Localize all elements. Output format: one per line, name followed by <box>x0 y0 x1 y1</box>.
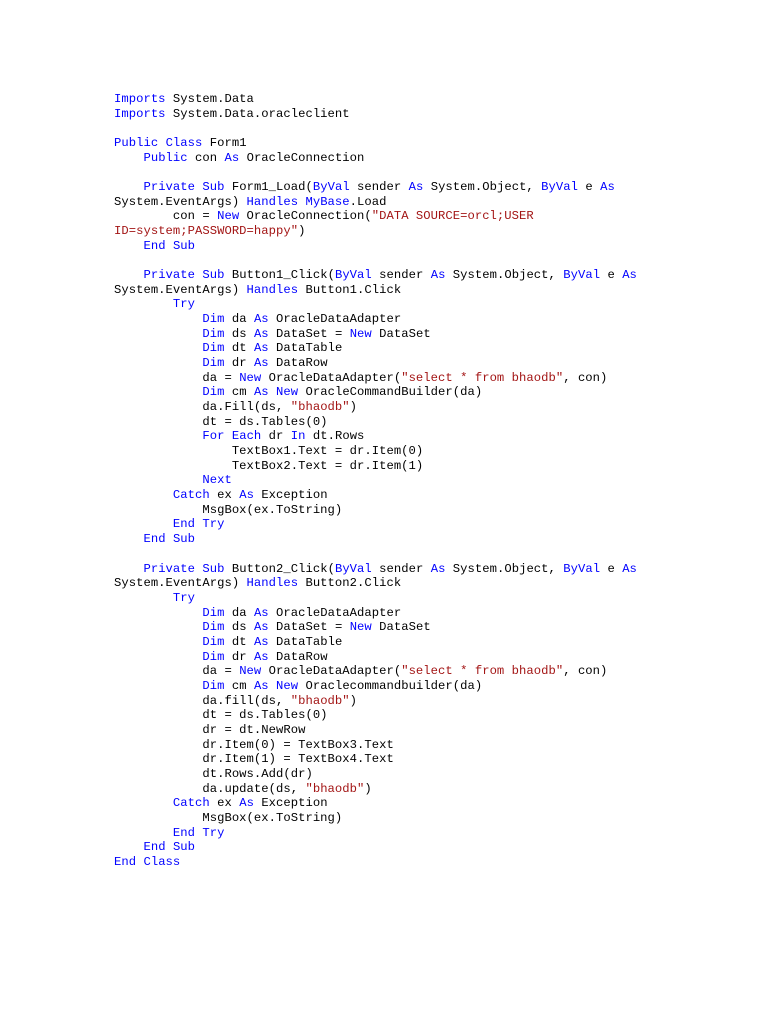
code-text <box>114 327 202 341</box>
code-text: dr <box>224 356 254 371</box>
code-text: da.update(ds, <box>114 781 306 796</box>
code-text <box>114 429 202 443</box>
code-text: OracleDataAdapter( <box>261 370 402 385</box>
code-line <box>114 635 637 650</box>
code-text: Button2_Click( <box>224 561 335 576</box>
code-keyword: ByVal <box>563 268 601 283</box>
code-line <box>114 679 637 694</box>
code-keyword: Try <box>172 590 196 605</box>
code-keyword: Dim <box>202 634 225 649</box>
code-keyword: As <box>430 561 446 576</box>
code-text: DataRow <box>268 649 328 664</box>
code-text <box>114 840 143 854</box>
code-text: dt = ds.Tables(0) <box>114 708 328 723</box>
code-keyword: Private <box>143 561 196 576</box>
code-line <box>114 591 637 606</box>
code-line <box>114 92 637 107</box>
code-text: OracleConnection <box>239 150 365 165</box>
code-keyword: New <box>239 664 262 679</box>
code-text: e <box>578 180 601 195</box>
code-text: OracleDataAdapter <box>268 312 402 327</box>
code-text <box>114 180 143 194</box>
code-text: OracleDataAdapter <box>268 605 402 620</box>
code-keyword: ByVal <box>541 180 578 195</box>
code-keyword: Handles <box>246 282 299 297</box>
code-keyword: Catch <box>172 796 210 811</box>
code-text: , con) <box>563 370 608 385</box>
code-line <box>114 356 637 371</box>
code-line <box>114 855 637 870</box>
code-text <box>158 136 165 150</box>
code-text <box>166 239 173 253</box>
code-keyword: Sub <box>172 840 196 855</box>
code-line <box>114 826 637 841</box>
code-line <box>114 473 637 488</box>
code-line <box>114 488 637 503</box>
code-string: "bhaodb" <box>290 693 350 708</box>
code-text: DataSet = <box>268 620 350 635</box>
code-keyword: As <box>622 561 637 576</box>
code-text: e <box>600 561 623 576</box>
code-text: System.EventArgs) <box>114 194 247 209</box>
code-text <box>114 385 202 399</box>
code-keyword: Dim <box>202 385 225 400</box>
code-keyword: End <box>114 854 137 869</box>
code-text: Button1_Click( <box>224 268 335 283</box>
code-line <box>114 444 637 459</box>
code-text: Exception <box>253 796 328 811</box>
code-keyword: As <box>600 180 615 195</box>
code-keyword: ByVal <box>334 561 372 576</box>
code-keyword: End <box>172 517 196 532</box>
code-text <box>114 488 173 502</box>
code-text <box>114 268 143 282</box>
code-keyword: As <box>408 180 424 195</box>
code-string: "DATA SOURCE=orcl;USER <box>371 209 534 224</box>
code-keyword: As <box>253 649 269 664</box>
code-line <box>114 708 637 723</box>
code-text: OracleConnection( <box>239 209 372 224</box>
code-text: ex <box>209 488 240 503</box>
code-line <box>114 400 637 415</box>
code-keyword: Public <box>143 150 188 165</box>
code-keyword: Private <box>143 268 196 283</box>
code-keyword: Dim <box>202 620 225 635</box>
code-keyword: Dim <box>202 326 225 341</box>
code-text <box>166 840 173 854</box>
code-text <box>166 532 173 546</box>
code-text: TextBox2.Text = dr.Item(1) <box>114 458 424 473</box>
code-text <box>114 679 202 693</box>
code-line <box>114 650 637 665</box>
code-text: ds <box>224 326 254 341</box>
code-text: Oraclecommandbuilder(da) <box>298 678 483 693</box>
code-keyword: New <box>349 620 372 635</box>
code-text: ) <box>298 224 306 239</box>
code-keyword: Try <box>202 517 225 532</box>
code-keyword: As <box>253 385 269 400</box>
code-text: dt <box>224 634 254 649</box>
code-line <box>114 283 637 298</box>
code-keyword: New <box>276 385 299 400</box>
code-text: ) <box>349 400 358 415</box>
code-keyword: Dim <box>202 649 225 664</box>
code-keyword: Sub <box>202 180 225 195</box>
code-line <box>114 782 637 797</box>
code-text: DataSet <box>371 620 431 635</box>
code-line <box>114 253 637 268</box>
code-text: da <box>224 605 254 620</box>
code-keyword: Dim <box>202 356 225 371</box>
code-keyword: End <box>143 238 166 253</box>
code-string: "select * from bhaodb" <box>401 664 564 679</box>
code-keyword: Handles <box>246 576 299 591</box>
code-text: dr.Item(1) = TextBox4.Text <box>114 752 394 767</box>
code-text: dt = ds.Tables(0) <box>114 414 328 429</box>
code-line <box>114 796 637 811</box>
code-text: DataTable <box>268 634 343 649</box>
code-text: OracleCommandBuilder(da) <box>298 385 483 400</box>
code-keyword: As <box>253 326 269 341</box>
code-text: da.Fill(ds, <box>114 400 291 415</box>
code-keyword: Class <box>165 136 203 151</box>
code-keyword: As <box>622 268 637 283</box>
code-line <box>114 503 637 518</box>
code-line <box>114 694 637 709</box>
code-text: Button1.Click <box>298 282 402 297</box>
code-text <box>114 635 202 649</box>
code-keyword: Sub <box>172 532 196 547</box>
code-line <box>114 664 637 679</box>
code-keyword: As <box>253 356 269 371</box>
code-text: sender <box>349 180 409 195</box>
code-text <box>114 151 143 165</box>
code-text <box>269 679 276 693</box>
code-text: sender <box>371 561 431 576</box>
code-text <box>114 473 202 487</box>
code-keyword: Imports <box>114 92 166 106</box>
code-text <box>114 356 202 370</box>
code-keyword: Handles <box>246 194 299 209</box>
code-line <box>114 180 637 195</box>
code-line <box>114 459 637 474</box>
code-keyword: Sub <box>202 561 225 576</box>
code-text <box>114 826 173 840</box>
code-keyword: Public <box>114 136 159 151</box>
code-line <box>114 165 637 180</box>
code-text: .Load <box>349 194 387 209</box>
code-keyword: Imports <box>114 106 166 121</box>
code-line <box>114 107 637 122</box>
code-text: System.Object, <box>445 561 564 576</box>
code-keyword: As <box>253 341 269 356</box>
code-line <box>114 341 637 356</box>
code-text <box>114 517 173 531</box>
code-keyword: End <box>143 532 166 547</box>
code-keyword: End <box>143 840 166 855</box>
code-text: e <box>600 268 623 283</box>
code-text: Button2.Click <box>298 576 402 591</box>
code-keyword: Try <box>202 825 225 840</box>
code-text <box>114 532 143 546</box>
code-string: "bhaodb" <box>305 781 365 796</box>
code-text: Form1_Load( <box>224 180 313 195</box>
code-text: da = <box>114 664 240 679</box>
code-text <box>114 239 143 253</box>
code-text <box>114 620 202 634</box>
code-text <box>114 650 202 664</box>
code-text: sender <box>371 268 431 283</box>
code-string: "bhaodb" <box>290 400 350 415</box>
code-line <box>114 723 637 738</box>
code-text <box>114 312 202 326</box>
code-keyword: In <box>290 429 306 444</box>
code-text: OracleDataAdapter( <box>261 664 402 679</box>
code-keyword: New <box>276 678 299 693</box>
code-text <box>114 796 173 810</box>
code-keyword: Private <box>143 180 196 195</box>
code-text: System.EventArgs) <box>114 576 247 591</box>
code-keyword: New <box>217 209 240 224</box>
code-text: DataTable <box>268 341 343 356</box>
code-keyword: Dim <box>202 312 225 327</box>
code-text: dr.Item(0) = TextBox3.Text <box>114 737 394 752</box>
code-line <box>114 312 637 327</box>
code-keyword: As <box>430 268 446 283</box>
code-text <box>114 606 202 620</box>
code-text <box>269 385 276 399</box>
code-text: da = <box>114 370 240 385</box>
code-string: ID=system;PASSWORD=happy" <box>114 224 299 239</box>
code-line <box>114 547 637 562</box>
code-text: , con) <box>563 664 608 679</box>
code-text: System.Object, <box>445 268 564 283</box>
code-keyword: ByVal <box>563 561 601 576</box>
code-string: "select * from bhaodb" <box>401 370 564 385</box>
code-line <box>114 385 637 400</box>
code-line <box>114 268 637 283</box>
code-keyword: As <box>253 312 269 327</box>
code-keyword: As <box>253 634 269 649</box>
code-text: System.EventArgs) <box>114 282 247 297</box>
code-keyword: As <box>253 678 269 693</box>
code-keyword: Dim <box>202 678 225 693</box>
code-text: dt.Rows <box>305 429 365 444</box>
code-text: DataSet <box>371 326 431 341</box>
code-keyword: ByVal <box>312 180 350 195</box>
code-text: MsgBox(ex.ToString) <box>114 810 343 825</box>
code-text <box>114 591 173 605</box>
code-keyword: Dim <box>202 341 225 356</box>
code-keyword: MyBase <box>305 194 350 209</box>
code-text: con = <box>114 209 218 224</box>
code-line <box>114 562 637 577</box>
code-keyword: Sub <box>202 268 225 283</box>
code-text: DataRow <box>268 356 328 371</box>
code-line <box>114 327 637 342</box>
code-text: dr <box>261 429 291 444</box>
code-text <box>114 341 202 355</box>
code-keyword: Sub <box>172 238 196 253</box>
code-keyword: End <box>172 825 196 840</box>
code-keyword: Next <box>202 473 232 488</box>
code-text: ) <box>364 781 372 796</box>
code-line <box>114 429 637 444</box>
code-keyword: As <box>253 605 269 620</box>
code-line <box>114 415 637 430</box>
code-text: DataSet = <box>268 326 350 341</box>
code-line <box>114 576 637 591</box>
code-line <box>114 767 637 782</box>
code-keyword: Try <box>172 297 196 312</box>
code-text: Form1 <box>202 136 247 151</box>
code-text: cm <box>224 385 254 400</box>
code-keyword: As <box>239 488 254 503</box>
code-text: dr <box>224 649 254 664</box>
code-text: dt <box>224 341 254 356</box>
code-keyword: As <box>224 150 240 165</box>
code-text: dt.Rows.Add(dr) <box>114 766 313 781</box>
code-line <box>114 811 637 826</box>
code-keyword: New <box>239 370 262 385</box>
code-line <box>114 840 637 855</box>
code-listing <box>114 92 637 870</box>
code-text <box>114 297 173 311</box>
code-text: cm <box>224 678 254 693</box>
code-line <box>114 738 637 753</box>
code-keyword: Class <box>143 854 181 869</box>
code-text: ) <box>349 693 358 708</box>
code-line <box>114 371 637 386</box>
code-keyword: Dim <box>202 605 225 620</box>
code-line <box>114 136 637 151</box>
code-line <box>114 239 637 254</box>
code-line <box>114 297 637 312</box>
code-line <box>114 195 637 210</box>
code-text: ds <box>224 620 254 635</box>
code-line <box>114 151 637 166</box>
code-text: ex <box>209 796 240 811</box>
code-text <box>114 562 143 576</box>
code-keyword: Catch <box>172 488 210 503</box>
code-line <box>114 224 637 239</box>
code-line <box>114 517 637 532</box>
code-line <box>114 620 637 635</box>
code-keyword: As <box>253 620 269 635</box>
code-text: da.fill(ds, <box>114 693 291 708</box>
code-text: con <box>187 150 225 165</box>
code-text: da <box>224 312 254 327</box>
code-line <box>114 209 637 224</box>
code-line <box>114 606 637 621</box>
code-line <box>114 752 637 767</box>
code-text: System.Object, <box>423 180 542 195</box>
code-text: System.Data <box>165 92 254 106</box>
code-text: Exception <box>253 488 328 503</box>
code-keyword: Each <box>231 429 262 444</box>
code-keyword: New <box>349 326 372 341</box>
code-text: TextBox1.Text = dr.Item(0) <box>114 444 424 459</box>
code-keyword: For <box>202 429 225 444</box>
code-text: System.Data.oracleclient <box>165 106 350 121</box>
code-keyword: ByVal <box>334 268 372 283</box>
code-keyword: As <box>239 796 254 811</box>
code-text: MsgBox(ex.ToString) <box>114 502 343 517</box>
code-line <box>114 121 637 136</box>
code-text: dr = dt.NewRow <box>114 722 306 737</box>
code-text <box>224 429 231 443</box>
code-line <box>114 532 637 547</box>
